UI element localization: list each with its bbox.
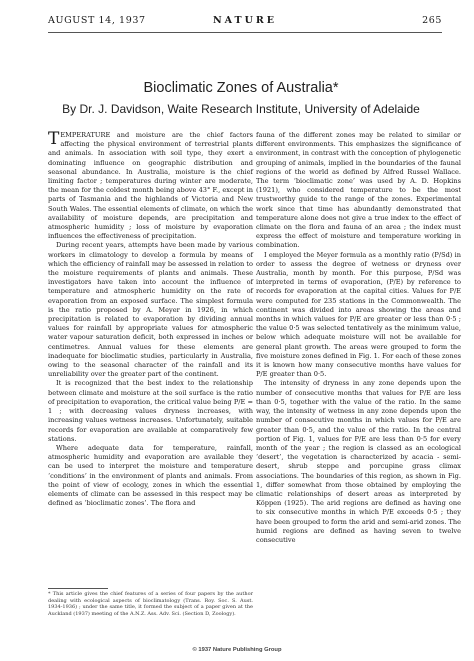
paragraph-text: EMPERATURE and moisture are the chief factors affecting the physical environment of terrestrial plants and animals. In association with soil type, they exert a dominating influence on geographic distribution and seasonal abundance. In Australia, moisture is the chief limiting factor ; temperatures during winter are moderate, the mean for the coldest month being above 43° F., except in parts of Tasmania and the highlands of Victoria and New South Wales. The essential elements of climate, on which the availability of moisture depends, are precipitation and atmospheric humidity ; loss of moisture by evaporation influences the effectiveness of precipitation. bbox=[48, 131, 253, 241]
paragraph: Where adequate data for temperature, rainfall, atmospheric humidity and evaporation are available they can be used to interpret the moisture and temperature ‘conditions’ in the environment of plants and animals. From the point of view of ecology, zones in which the essential elements of climate can be assessed in this respect may be defined as ‘bioclimatic zones’. The flora and bbox=[48, 443, 253, 508]
paragraph: It is recognized that the best index to the relationship between climate and moisture at the soil surface is the ratio of precipitation to evaporation, the critical value being P/E = 1 ; with decreasing values dryness increases, with increasing values wetness increases. Unfortunately, suitable records for evaporation are available at comparatively few stations. bbox=[48, 379, 253, 443]
article-byline: By Dr. J. Davidson, Waite Research Institute, University of Adelaide bbox=[62, 102, 420, 116]
paragraph: During recent years, attempts have been made by various workers in climatology to develop a formula by means of which the efficiency of rainfall may be assessed in relation to the moisture requirements of plants and animals. These investigators have taken into account the influence of temperature and atmospheric humidity on the rate of evaporation from an exposed surface. The simplest formula is the ratio proposed by A. Meyer in 1926, in which precipitation is related to evaporation by dividing annual values for rainfall by appropriate values for atmospheric water vapour saturation deficit, both expressed in inches or centimetres. Annual values for these elements are inadequate for bioclimatic studies, particularly in Australia, owing to the seasonal character of the rainfall and its unreliability over the greater part of the continent. bbox=[48, 241, 253, 379]
header-journal-name: NATURE bbox=[212, 15, 278, 26]
paragraph bbox=[48, 131, 253, 241]
paragraph: The intensity of dryness in any zone depends upon the number of consecutive months that values for P/E are less than 0·5, together with the value of the ratio. In the same way, the intensity of wetness in any zone depends upon the number of consecutive months in which values for P/E are greater than 0·5, and the value of the ratio. In the central portion of Fig. 1, values for P/E are less than 0·5 for every month of the year ; the region is classed as an ecological ‘desert’, the vegetation is characterized by acacia - semi-desert, shrub steppe and porcupine grass climax associations. The boundaries of this region, as shown in Fig. 1, differ somewhat from those obtained by employing the climatic relationships of desert areas as interpreted by Köppen (1925). The arid regions are defined as having one to six consecutive months in which P/E exceeds 0·5 ; they have been grouped to form the arid and semi-arid zones. The humid regions are defined as having seven to twelve consecutive bbox=[256, 379, 461, 544]
header-rule bbox=[48, 32, 442, 33]
right-column bbox=[256, 131, 461, 545]
running-header bbox=[48, 15, 442, 29]
footnote bbox=[48, 591, 253, 617]
drop-cap: T bbox=[48, 129, 60, 149]
footnote-rule bbox=[48, 588, 108, 589]
paragraph: fauna of the different zones may be related to similar or different environments. This emphasizes the significance of environment, in contrast with the conception of phylogenetic grouping of animals, implied in the boundaries of the faunal regions of the world as defined by Alfred Russel Wallace. The term ‘bioclimatic zone’ was used by A. D. Hopkins (1921), who considered temperature to be the most trustworthy guide to the range of the zones. Experimental work since that time has abundantly demonstrated that temperature alone does not give a true index to the effect of climate on the flora and fauna of an area ; the index must express the effect of moisture and temperature working in combination. bbox=[256, 131, 461, 250]
header-page-number: 265 bbox=[422, 15, 442, 26]
paragraph: I employed the Meyer formula as a monthly ratio (P/Sd) in order to assess the degree of wetness or dryness over Australia, month by month. For this purpose, P/Sd was interpreted in terms of evaporation, (P/E) by reference to records for evaporation at the capital cities. Values for P/E were computed for 235 stations in the Commonwealth. The continent was divided into areas showing the areas and months in which values for P/E are greater or less than 0·5 ; the value 0·5 was selected tentatively as the minimum value, below which adequate moisture will not be available for general plant growth. The areas were grouped to form the five moisture zones defined in Fig. 1. For each of these zones it is known how many consecutive months have values for P/E greater than 0·5. bbox=[256, 250, 461, 379]
footnote-text: * This article gives the chief features of a series of four papers by the author dealing with ecological aspects of bioclimatology (Trans. Roy. Soc. S. Aust. 1934-1936) ; under the same title, it formed the subject of a paper given at the Auckland (1937) meeting of the A.N.Z. Ass. Adv. Sci. (Section D, Zoology). bbox=[48, 591, 253, 617]
left-column bbox=[48, 131, 253, 508]
copyright-notice: © 1937 Nature Publishing Group bbox=[192, 647, 282, 653]
header-date: AUGUST 14, 1937 bbox=[48, 15, 146, 26]
article-title: Bioclimatic Zones of Australia* bbox=[143, 80, 339, 96]
